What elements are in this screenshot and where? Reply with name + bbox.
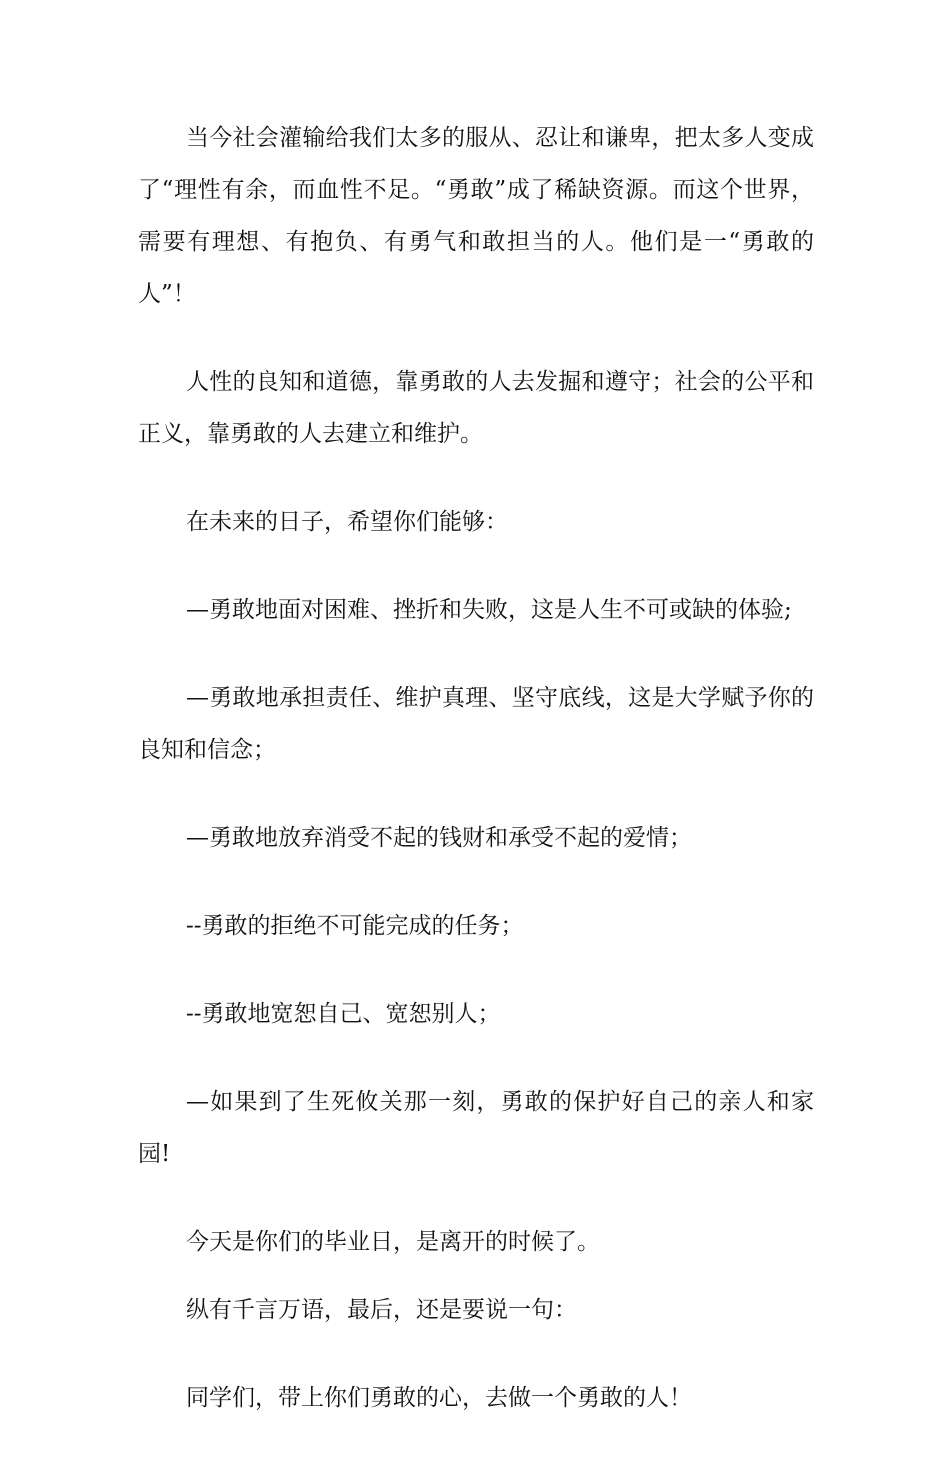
paragraph-closing-call: 同学们，带上你们勇敢的心，去做一个勇敢的人！ [186, 1385, 692, 1411]
paragraph-conscience-and-justice: 人性的良知和道德，靠勇敢的人去发掘和遵守；社会的公平和正义，靠勇敢的人去建立和维护。 [138, 369, 814, 447]
paragraph-future-wishes-intro: 在未来的日子，希望你们能够： [186, 509, 508, 535]
document-body [138, 112, 814, 1460]
paragraph-forgive: --勇敢地宽恕自己、宽恕别人； [186, 1001, 501, 1027]
paragraph-refuse-impossible-tasks: --勇敢的拒绝不可能完成的任务； [186, 913, 524, 939]
paragraph-graduation-day: 今天是你们的毕业日，是离开的时候了。 [186, 1229, 600, 1255]
paragraph-face-difficulties: —勇敢地面对困难、挫折和失败，这是人生不可或缺的体验; [186, 597, 792, 623]
paragraph-final-words: 纵有千言万语，最后，还是要说一句： [186, 1297, 577, 1323]
paragraph-protect-family: —如果到了生死攸关那一刻，勇敢的保护好自己的亲人和家园! [138, 1089, 814, 1167]
paragraph-bear-responsibility: —勇敢地承担责任、维护真理、坚守底线，这是大学赋予你的良知和信念； [138, 685, 814, 763]
paragraph-give-up-wealth-love: —勇敢地放弃消受不起的钱财和承受不起的爱情； [186, 825, 692, 851]
paragraph-social-indoctrination: 当今社会灌输给我们太多的服从、忍让和谦卑，把太多人变成了“理性有余，而血性不足。“勇敢”成了稀缺资源。而这个世界，需要有理想、有抱负、有勇气和敢担当的人。他们是一“勇敢的人”！ [138, 125, 814, 307]
